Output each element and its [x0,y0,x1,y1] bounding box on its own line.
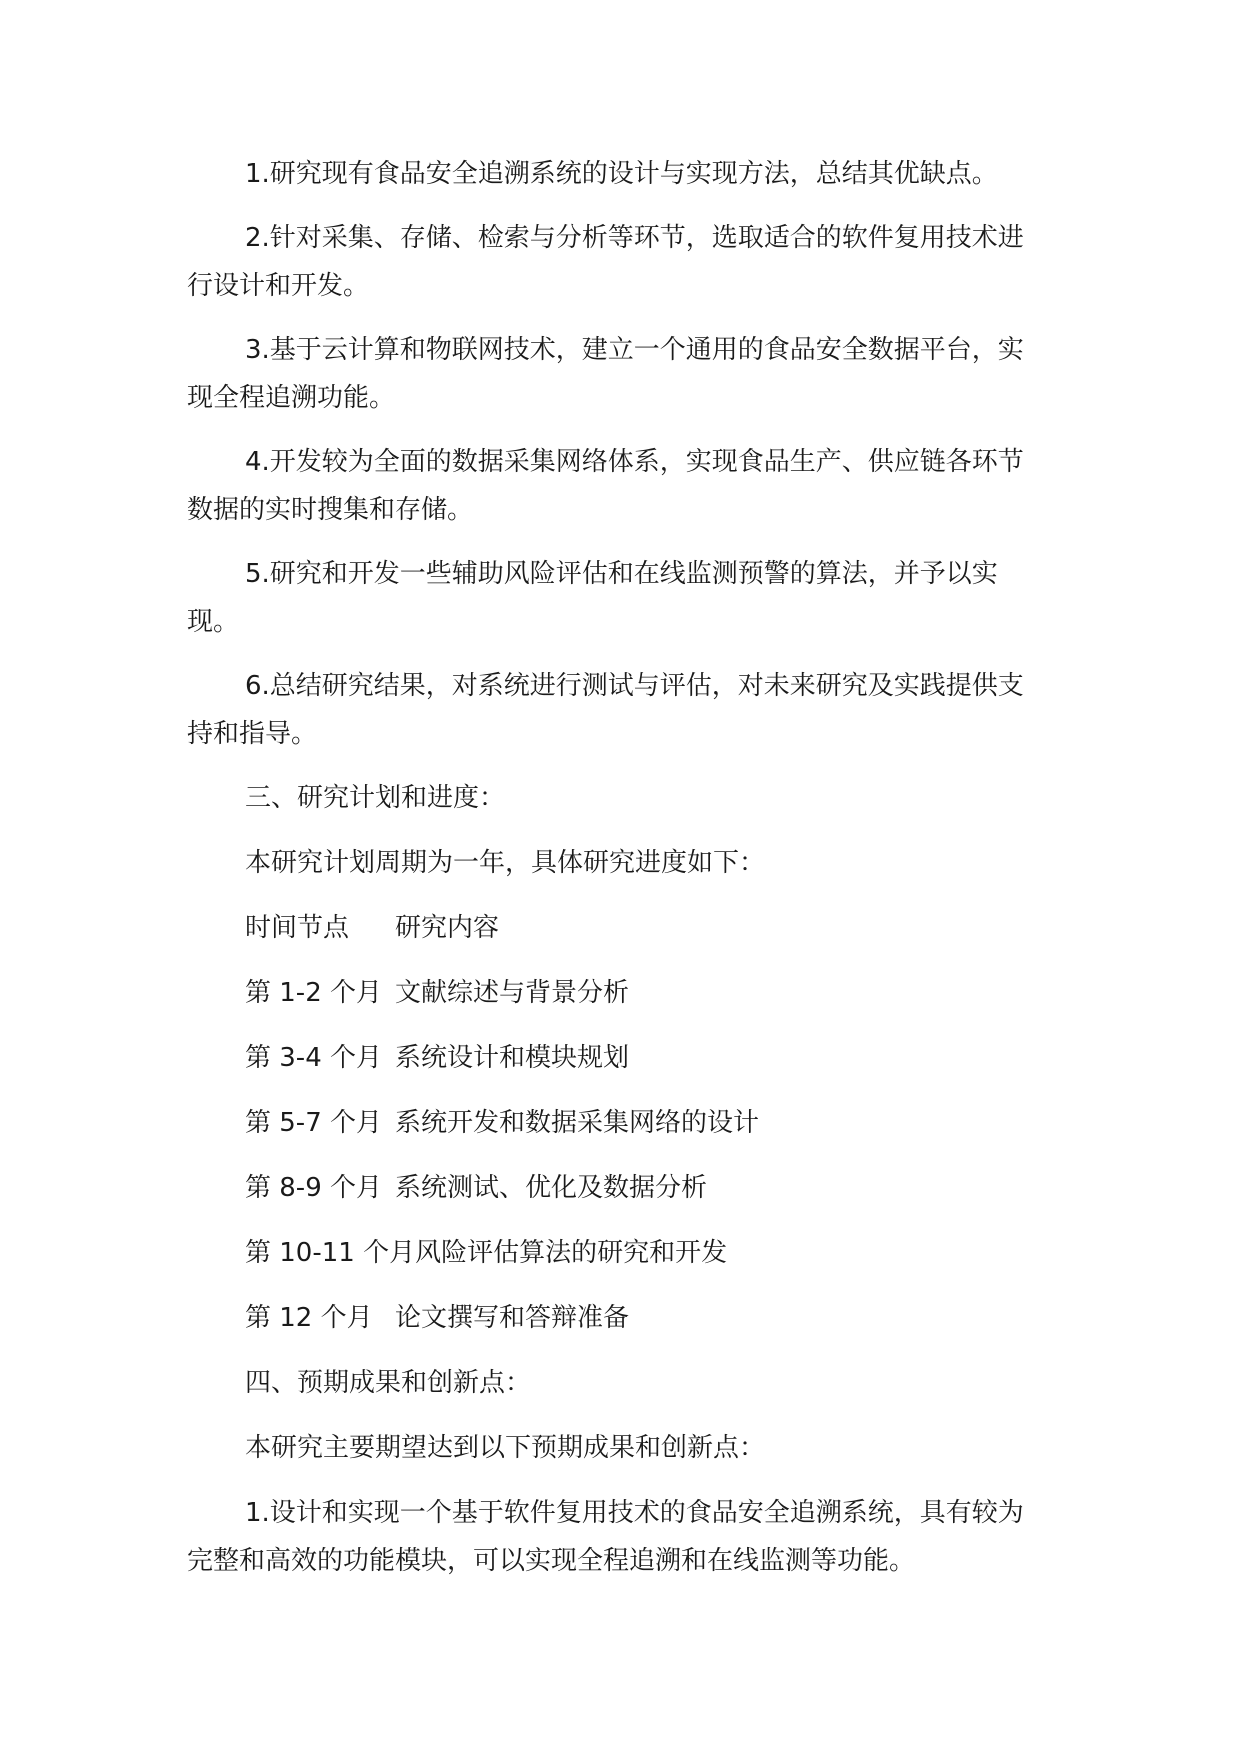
section4-intro: 本研究主要期望达到以下预期成果和创新点： [245,1433,766,1463]
schedule-row [187,969,1047,1017]
schedule-row [187,1034,1047,1082]
schedule-content: 论文撰写和答辩准备 [395,1303,630,1333]
schedule-row [187,1164,1047,1212]
schedule-time: 第 3-4 个月 [245,1043,382,1073]
schedule-time: 第 12 个月 [245,1303,373,1333]
research-item-1: 1.研究现有食品安全追溯系统的设计与实现方法，总结其优缺点。 [245,159,998,189]
research-item-4: 4.开发较为全面的数据采集网络体系，实现食品生产、供应链各环节数据的实时搜集和存储。 [187,447,1024,525]
schedule-row [187,1229,1047,1277]
outcome-item-1: 1.设计和实现一个基于软件复用技术的食品安全追溯系统，具有较为完整和高效的功能模块，可以实现全程追溯和在线监测等功能。 [187,1498,1024,1576]
section3-intro: 本研究计划周期为一年，具体研究进度如下： [245,848,766,878]
schedule-time: 第 5-7 个月 [245,1108,382,1138]
section3-heading: 三、研究计划和进度： [245,783,506,813]
research-item-5: 5.研究和开发一些辅助风险评估和在线监测预警的算法，并予以实现。 [187,559,998,637]
research-item-2: 2.针对采集、存储、检索与分析等环节，选取适合的软件复用技术进行设计和开发。 [187,223,1024,301]
schedule-content: 系统设计和模块规划 [395,1043,630,1073]
schedule-content: 系统开发和数据采集网络的设计 [395,1108,760,1138]
schedule-row [187,1099,1047,1147]
section4-heading: 四、预期成果和创新点： [245,1368,532,1398]
schedule-row [187,1294,1047,1342]
schedule-content: 文献综述与背景分析 [395,978,630,1008]
research-item-6: 6.总结研究结果，对系统进行测试与评估，对未来研究及实践提供支持和指导。 [187,671,1024,749]
schedule-header-time: 时间节点 [245,913,350,943]
schedule-time: 第 1-2 个月 [245,978,382,1008]
schedule-time: 第 10-11 个月 [245,1238,416,1268]
schedule-header-row [187,904,1047,952]
schedule-content: 风险评估算法的研究和开发 [415,1238,728,1268]
schedule-time: 第 8-9 个月 [245,1173,382,1203]
document-body [187,150,1047,1601]
schedule-header-content: 研究内容 [395,913,500,943]
research-item-3: 3.基于云计算和物联网技术，建立一个通用的食品安全数据平台，实现全程追溯功能。 [187,335,1024,413]
schedule-content: 系统测试、优化及数据分析 [395,1173,708,1203]
